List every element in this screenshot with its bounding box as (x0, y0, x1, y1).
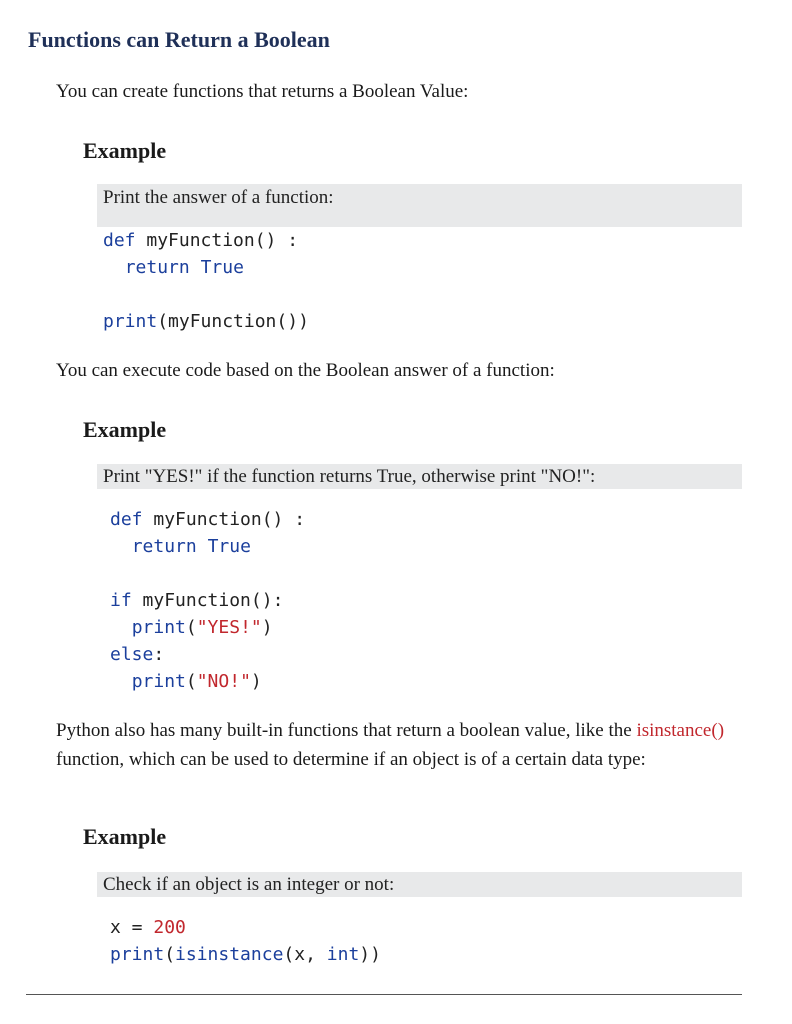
code-token: isinstance (175, 944, 284, 965)
code-token: (myFunction()) (157, 311, 309, 332)
code-token (190, 257, 201, 278)
code-line (110, 533, 305, 560)
example-heading-1: Example (83, 138, 167, 163)
code-token: def (110, 509, 143, 530)
code-token: print (131, 617, 186, 638)
code-line (103, 227, 309, 254)
intro-text: You can create functions that returns a Boolean Value: (56, 81, 469, 102)
code-token: else (110, 644, 154, 665)
code-token (103, 257, 125, 278)
code-token: print (131, 671, 186, 692)
code-token: print (103, 311, 158, 332)
code-token: 200 (153, 917, 186, 938)
code-line (110, 614, 305, 641)
code-line (110, 641, 305, 668)
code-token (197, 536, 208, 557)
builtin-text-before: Python also has many built-in functions that return a boolean value, like the (56, 720, 637, 741)
bottom-divider (26, 994, 742, 995)
code-token: )) (359, 944, 381, 965)
code-token (110, 671, 132, 692)
code-token: return (131, 536, 197, 557)
builtin-text (56, 716, 746, 774)
code-token: def (103, 230, 136, 251)
code-token: "YES!" (196, 617, 262, 638)
code-token: ( (185, 617, 197, 638)
code-token: ) (261, 617, 273, 638)
code-token: myFunction() : (135, 230, 299, 251)
code-block-2 (110, 506, 305, 695)
code-token: myFunction() : (142, 509, 306, 530)
example-heading-2: Example (83, 417, 167, 442)
example-caption-2: Print "YES!" if the function returns True, otherwise print "NO!": (97, 464, 742, 489)
code-token: (x, (283, 944, 327, 965)
code-token: return (124, 257, 190, 278)
builtin-text-after: function, which can be used to determine if an object is of a certain data type: (56, 749, 646, 770)
code-token: ) (250, 671, 262, 692)
example-caption-3: Check if an object is an integer or not: (97, 872, 742, 897)
code-line (103, 281, 309, 308)
code-token: : (153, 644, 165, 665)
code-line (103, 308, 309, 335)
code-token: x = (110, 917, 154, 938)
code-line (110, 587, 305, 614)
code-token: int (326, 944, 360, 965)
code-token: ( (185, 671, 197, 692)
code-token (110, 617, 132, 638)
code-token: myFunction(): (131, 590, 284, 611)
code-line (103, 254, 309, 281)
example-caption-1: Print the answer of a function: (97, 184, 742, 227)
code-block-3 (110, 914, 381, 968)
page-title: Functions can Return a Boolean (28, 27, 330, 52)
code-line (110, 668, 305, 695)
isinstance-link[interactable]: isinstance() (636, 720, 725, 741)
code-line (110, 506, 305, 533)
code-token: if (110, 590, 132, 611)
code-token: True (207, 536, 251, 557)
middle-text: You can execute code based on the Boolean answer of a function: (56, 360, 555, 381)
code-block-1 (103, 227, 309, 335)
code-token: ( (164, 944, 176, 965)
code-token: print (110, 944, 165, 965)
code-line (110, 914, 381, 941)
code-line (110, 941, 381, 968)
code-token: "NO!" (196, 671, 251, 692)
code-token: True (200, 257, 244, 278)
code-token (110, 536, 132, 557)
example-heading-3: Example (83, 824, 167, 849)
code-line (110, 560, 305, 587)
